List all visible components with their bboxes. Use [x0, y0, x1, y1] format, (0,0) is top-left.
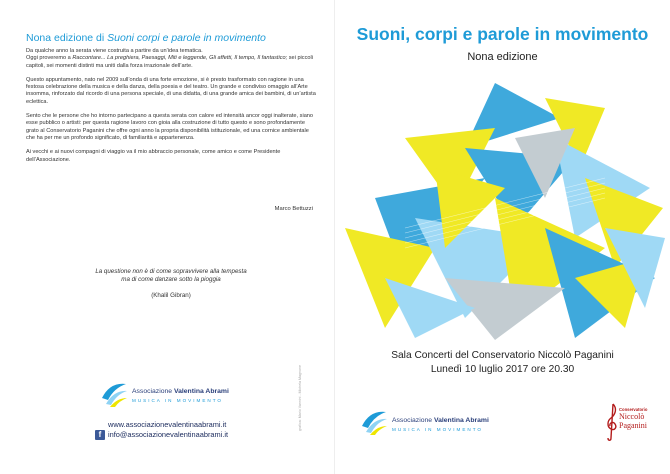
date-line: Lunedì 10 luglio 2017 ore 20.30	[430, 363, 575, 375]
paragraph-1-line-2-italic: Raccontare... La preghiera, Paesaggi, Miti e leggende, Gli affetti, Il tempo, Il fantastico;	[72, 55, 288, 62]
logo-subtitle-cover: MUSICA IN MOVIMENTO	[392, 427, 484, 432]
paragraph-1-line-1: Da qualche anno la serata viene costruita a partire da un’idea tematica.	[26, 48, 203, 54]
quote-line-2: ma di come danzare sotto la pioggia	[121, 276, 221, 283]
conservatorio-name-2: Paganini	[619, 421, 647, 430]
logo-subtitle: MUSICA IN MOVIMENTO	[132, 398, 224, 403]
triangle-artwork	[345, 78, 665, 340]
venue-line: Sala Concerti del Conservatorio Niccolò Paganini	[391, 350, 614, 361]
association-logo	[100, 376, 250, 416]
treble-clef-icon	[605, 402, 619, 442]
logo-bold-cover: Valentina Abrami	[433, 417, 489, 424]
quote	[26, 268, 316, 300]
email-link[interactable]: info@associazionevalentinaabrami.it	[108, 430, 229, 439]
paragraph-3: Sento che le persone che ho intorno partecipano a questa serata con calore ed intensità ancor oggi inalterate, siano esse pubblico o artisti: per questa ragione lavoro con gioia alla costruzione di tutto questo e sono profondamente grato al Conservatorio Paganini che offre ogni anno la propria disponibilità istituzionale, ed una cornice ambientale che ha per me un profondo significato, di familiarità e appartenenza.	[26, 113, 314, 141]
heading-prefix: Nona edizione di	[26, 32, 108, 44]
email-row	[95, 430, 228, 440]
website-link[interactable]: www.associazionevalentinaabrami.it	[108, 420, 227, 429]
paragraph-4: Ai vecchi e ai nuovi compagni di viaggio va il mio abbraccio personale, come amico e come Presidente dell’Associazione.	[26, 149, 281, 163]
cover-subtitle: Nona edizione	[467, 51, 538, 63]
credits-text: grafica: Mario Vannini - Michela Magnone	[298, 364, 302, 432]
signature: Marco Bettuzzi	[274, 206, 313, 212]
website-row	[95, 420, 228, 430]
conservatorio-label: Conservatorio	[619, 407, 648, 412]
quote-line-1: La questione non è di come sopravvivere alla tempesta	[95, 268, 247, 275]
paragraph-2: Questo appuntamento, nato nel 2009 sull’onda di una forte emozione, si è presto trasformato con ragione in una festosa celebrazione della musica e della danza, della poesia e del teatro. Un grande e condiviso omaggio all’Arte insomma, rinforzato dal ricordo di una persona speciale, di una didatta, di una grande amica dei bambini, di un’artista eclettica.	[26, 76, 316, 105]
right-page	[335, 0, 670, 474]
page-heading	[26, 32, 266, 44]
paragraph-1	[26, 48, 316, 70]
conservatorio-logo	[605, 400, 665, 450]
cover-title: Suoni, corpi e parole in movimento	[356, 24, 649, 44]
logo-prefix-cover: Associazione	[392, 417, 434, 424]
conservatorio-name-1: Niccolò	[619, 412, 645, 421]
event-details	[335, 349, 670, 376]
wave-logo-icon	[360, 406, 388, 436]
logo-name-cover	[392, 417, 489, 424]
wave-logo-icon	[100, 378, 128, 408]
facebook-icon[interactable]: f	[95, 430, 105, 440]
association-logo-cover	[360, 404, 520, 440]
logo-prefix: Associazione	[132, 388, 174, 395]
logo-name	[132, 388, 229, 395]
contacts	[95, 420, 228, 440]
heading-italic: Suoni corpi e parole in movimento	[107, 32, 266, 44]
quote-author: (Khalil Gibran)	[151, 292, 191, 299]
paragraph-1-line-2-suffix: sei piccoli capitoli, sei momenti distinti ma uniti dalla forza irrazionale dell’arte.	[26, 55, 313, 69]
paragraph-1-line-2-prefix: Oggi proveremo a	[26, 55, 73, 62]
credits	[292, 360, 300, 440]
logo-bold: Valentina Abrami	[173, 388, 229, 395]
intro-text	[26, 48, 316, 171]
